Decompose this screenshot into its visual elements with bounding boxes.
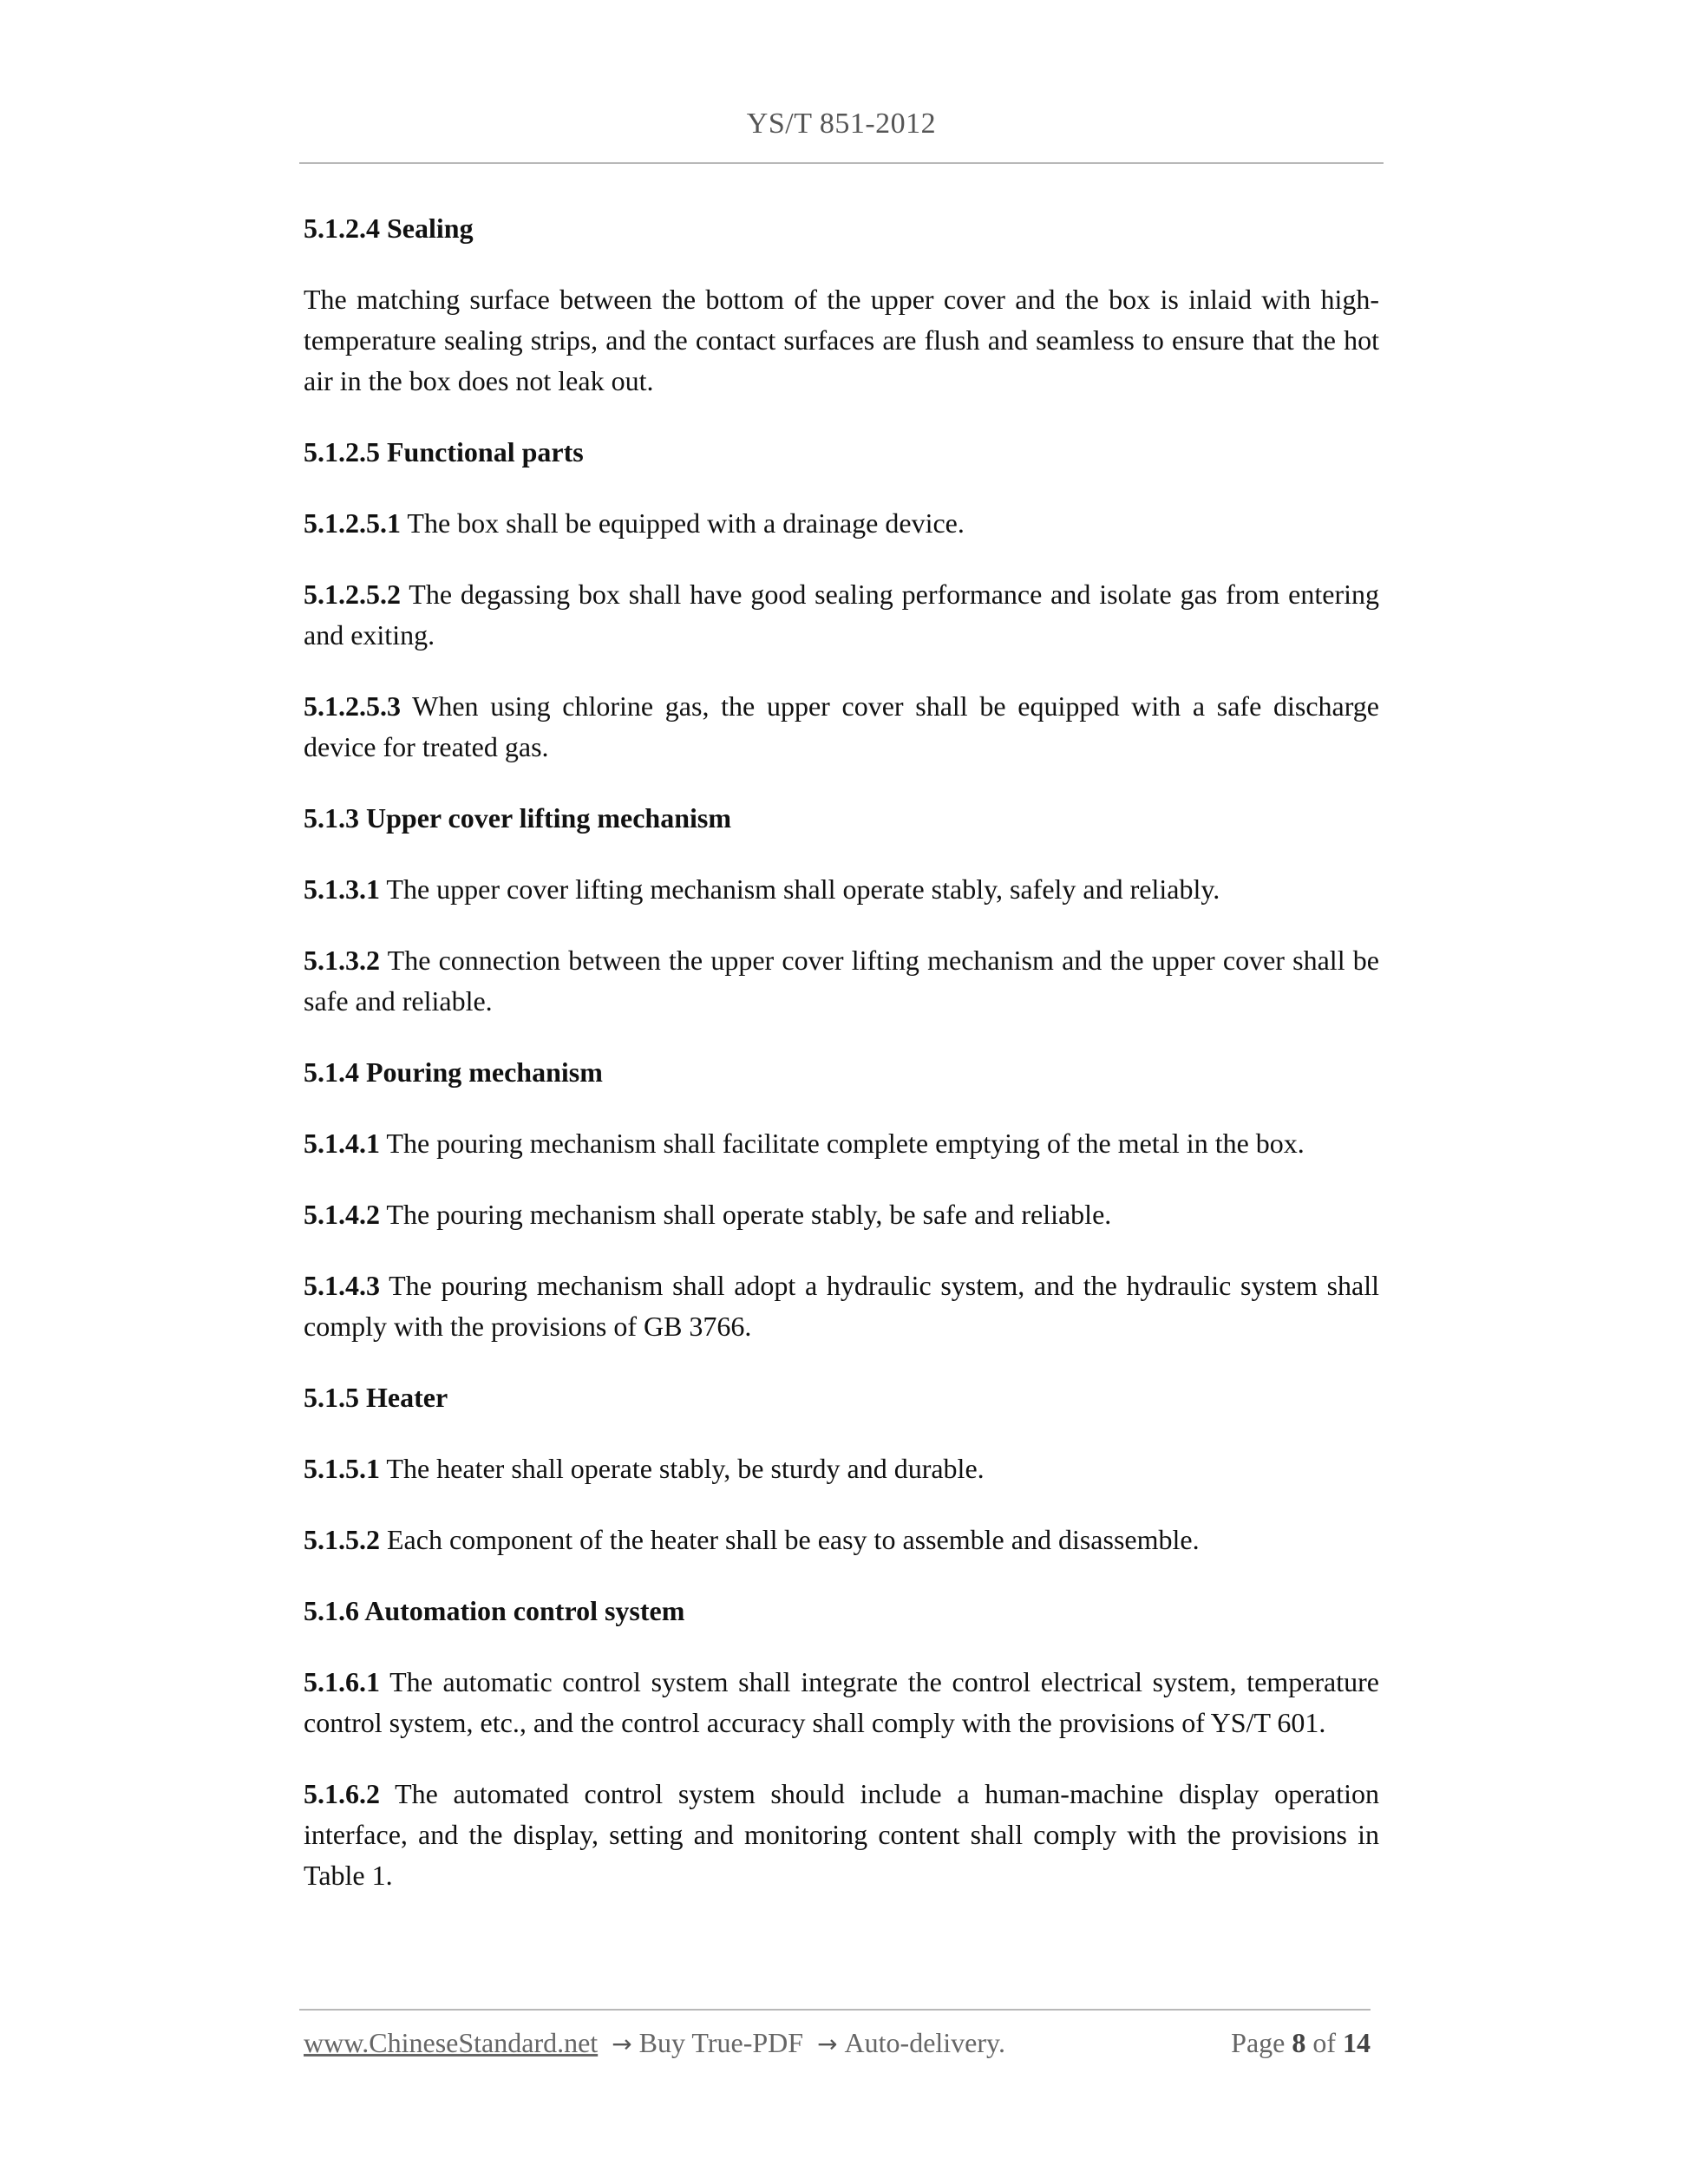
clause-number: 5.1.4.2 — [304, 1199, 380, 1230]
clause-text: The automated control system should include a human-machine display operation interface, and the display, setting and monitoring content shall comply with the provisions in Table 1. — [304, 1778, 1380, 1891]
clause — [304, 1774, 1379, 1896]
page-current: 8 — [1292, 2027, 1306, 2058]
clause-text: Each component of the heater shall be easy to assemble and disassemble. — [387, 1524, 1200, 1555]
section-heading: 5.1.3 Upper cover lifting mechanism — [304, 802, 731, 834]
clause-number: 5.1.2.5.3 — [304, 690, 401, 722]
clause — [304, 869, 1379, 910]
clause-number: 5.1.2.5.2 — [304, 579, 401, 610]
clause-number: 5.1.6.1 — [304, 1666, 380, 1697]
clause-text: The upper cover lifting mechanism shall operate stably, safely and reliably. — [386, 873, 1220, 905]
arrow-right-icon: → — [612, 2030, 632, 2058]
clause — [304, 940, 1379, 1022]
buy-true-pdf-text: Buy True-PDF — [638, 2027, 804, 2058]
clause-number: 5.1.5.2 — [304, 1524, 380, 1555]
clause — [304, 1265, 1379, 1347]
section-heading: 5.1.2.5 Functional parts — [304, 436, 584, 468]
clause — [304, 1194, 1379, 1235]
footer-divider — [299, 2009, 1371, 2011]
clause-text: The pouring mechanism shall facilitate complete emptying of the metal in the box. — [386, 1128, 1305, 1159]
page-label: Page — [1231, 2027, 1286, 2058]
website-link[interactable]: www.ChineseStandard.net — [304, 2027, 599, 2058]
page-footer — [304, 2027, 1371, 2070]
document-body — [304, 208, 1379, 1926]
section-heading: 5.1.4 Pouring mechanism — [304, 1056, 603, 1088]
of-label: of — [1312, 2027, 1336, 2058]
clause-text: The degassing box shall have good sealing performance and isolate gas from entering and exiting. — [304, 579, 1380, 651]
clause-text: The heater shall operate stably, be sturdy and durable. — [386, 1453, 985, 1484]
header-divider — [299, 162, 1384, 164]
clause — [304, 1520, 1379, 1560]
section-heading: 5.1.5 Heater — [304, 1382, 448, 1413]
clause-number: 5.1.3.2 — [304, 945, 380, 976]
paragraph: The matching surface between the bottom of the upper cover and the box is inlaid with high-temperature sealing strips, and the contact surfaces are flush and seamless to ensure that the hot air in the box does not leak out. — [304, 284, 1379, 396]
clause — [304, 503, 1379, 544]
clause — [304, 686, 1379, 768]
arrow-right-icon: → — [817, 2030, 838, 2058]
page-number — [1231, 2027, 1371, 2059]
clause-number: 5.1.6.2 — [304, 1778, 380, 1809]
clause-number: 5.1.2.5.1 — [304, 507, 401, 539]
footer-promo — [304, 2027, 1005, 2059]
clause-number: 5.1.4.3 — [304, 1270, 380, 1301]
clause-text: The automatic control system shall integrate the control electrical system, temperature control system, etc., and the control accuracy shall comply with the provisions of YS/T 601. — [304, 1666, 1380, 1738]
clause-number: 5.1.5.1 — [304, 1453, 380, 1484]
page-header — [299, 0, 1384, 165]
clause — [304, 574, 1379, 656]
clause-text: The pouring mechanism shall adopt a hydraulic system, and the hydraulic system shall comply with the provisions of GB 3766. — [304, 1270, 1380, 1342]
clause-number: 5.1.3.1 — [304, 873, 380, 905]
clause-text: When using chlorine gas, the upper cover shall be equipped with a safe discharge device for treated gas. — [304, 690, 1380, 762]
clause — [304, 1448, 1379, 1489]
clause — [304, 1662, 1379, 1743]
section-heading: 5.1.2.4 Sealing — [304, 213, 474, 244]
clause-text: The pouring mechanism shall operate stably, be safe and reliable. — [386, 1199, 1112, 1230]
auto-delivery-text: Auto-delivery. — [844, 2027, 1005, 2058]
page-total: 14 — [1343, 2027, 1371, 2058]
document-code: YS/T 851-2012 — [746, 108, 937, 140]
clause-text: The box shall be equipped with a drainage device. — [407, 507, 965, 539]
clause-text: The connection between the upper cover lifting mechanism and the upper cover shall be safe and reliable. — [304, 945, 1380, 1017]
section-heading: 5.1.6 Automation control system — [304, 1595, 685, 1626]
clause-number: 5.1.4.1 — [304, 1128, 380, 1159]
clause — [304, 1123, 1379, 1164]
